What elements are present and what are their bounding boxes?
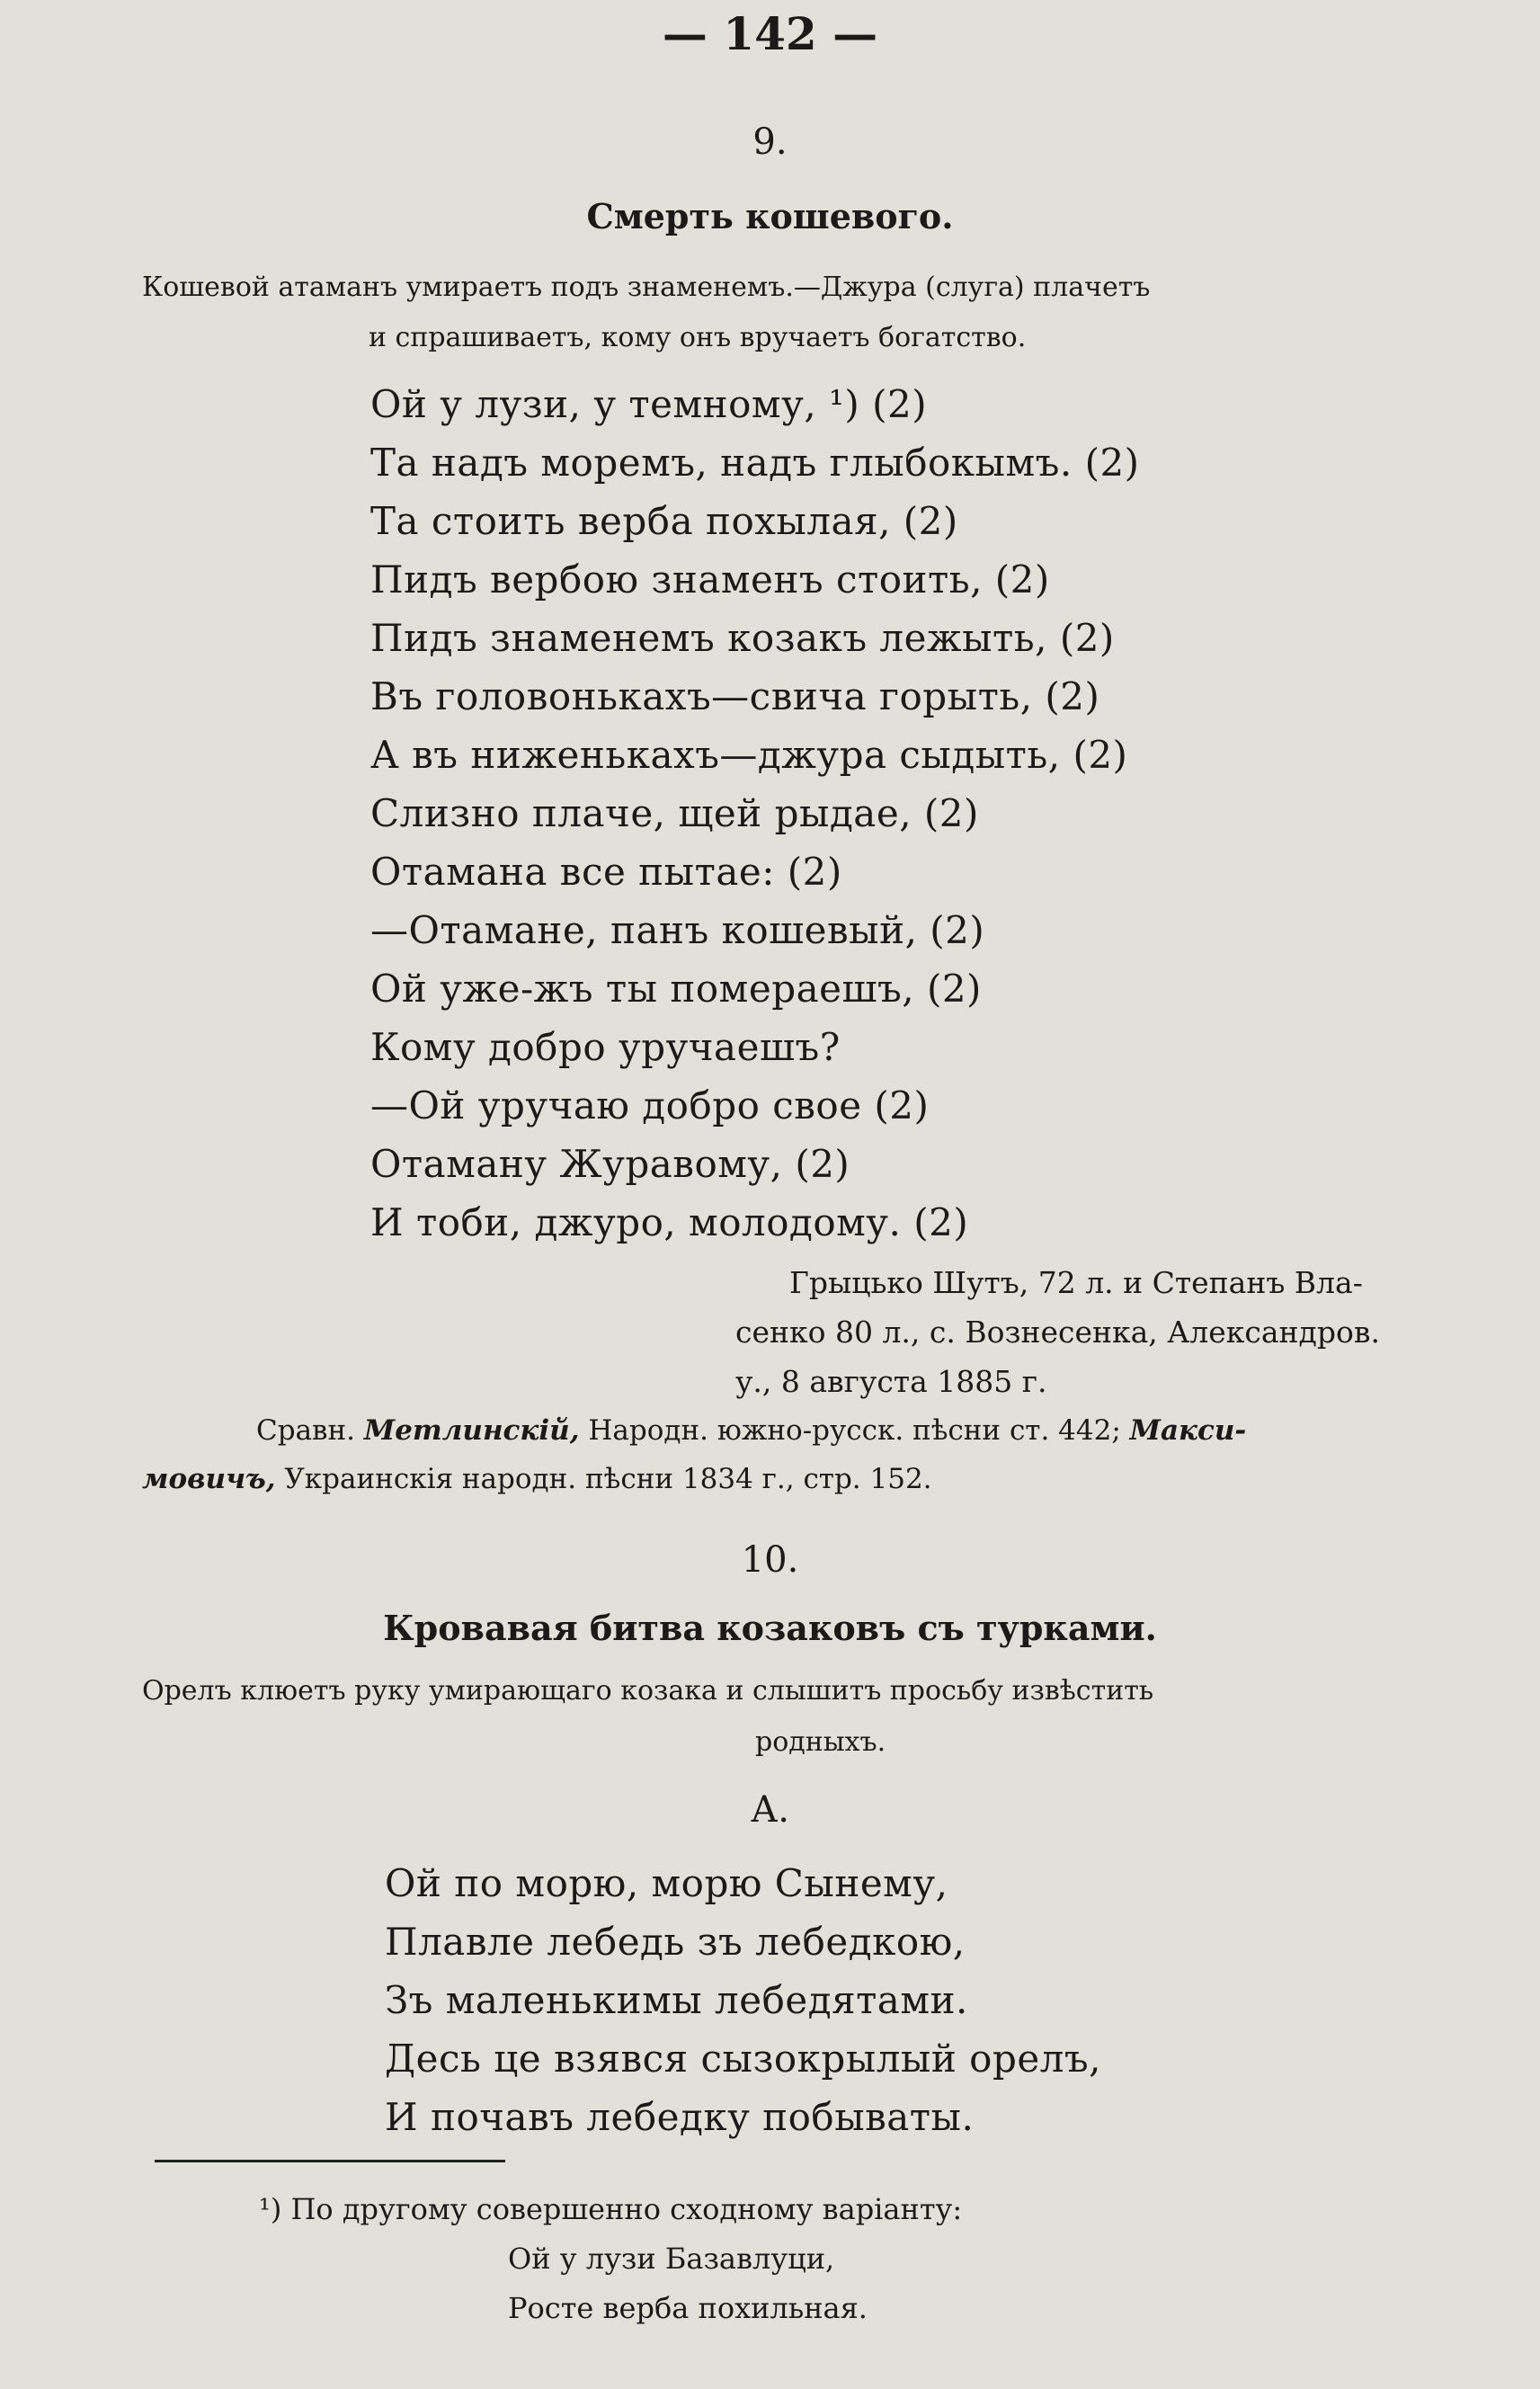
comparison-reference: Украинскія народн. пѣсни 1834 г., стр. 152. [284,1463,932,1495]
verse-line: Пидъ знаменемъ козакъ лежыть, (2) [370,616,1115,660]
footnote-line-1: ¹) По другому совершенно сходному варіанту: [259,2192,963,2226]
footnote-line-2: Ой у лузи Базавлуци, [508,2242,835,2276]
song-9-source-line-2: сенко 80 л., с. Вознесенка, Александров. [735,1315,1380,1350]
verse-line: Отаману Журавому, (2) [370,1142,850,1186]
song-10-variant-label: А. [750,1789,789,1831]
song-9-title: Смерть кошевого. [586,196,954,236]
comparison-author: мовичъ, [142,1463,276,1495]
verse-line: Кому добро уручаешъ? [370,1025,841,1069]
page-number: — 142 — [662,7,878,60]
verse-line: Плавле лебедь зъ лебедкою, [385,1920,966,1964]
comparison-prefix: Сравн. [256,1414,356,1447]
verse-line: И почавъ лебедку побываты. [385,2095,975,2139]
song-9-description-line-1: Кошевой атаманъ умираетъ подъ знаменемъ.—Джура (слуга) плачетъ [142,272,1151,303]
song-10-title: Кровавая битва козаковъ съ турками. [383,1608,1157,1648]
song-9-source-line-1: Грыцько Шутъ, 72 л. и Степанъ Вла- [789,1265,1363,1300]
song-9-number: 9. [752,121,788,163]
verse-line: Слизно плаче, щей рыдае, (2) [370,791,979,835]
comparison-author: Макси- [1129,1414,1247,1447]
comparison-reference: Народн. южно-русск. пѣсни ст. 442; [588,1414,1121,1447]
song-10-description-line-1: Орелъ клюетъ руку умирающаго козака и слышитъ просьбу извѣстить [142,1675,1154,1707]
song-9-comparison-line-1 [256,1414,1246,1447]
verse-line: Ой по морю, морю Сынему, [385,1861,948,1905]
song-10-number: 10. [741,1539,799,1581]
song-9-source-line-3: у., 8 августа 1885 г. [735,1364,1047,1399]
song-9-description-line-2: и спрашиваетъ, кому онъ вручаетъ богатство. [369,322,1027,353]
verse-line: Та стоить верба похылая, (2) [370,499,958,543]
verse-line: Въ головонькахъ—свича горыть, (2) [370,674,1100,718]
footnote-line-3: Росте верба похильная. [508,2291,868,2325]
song-10-description-line-2: родныхъ. [755,1726,886,1758]
footnote-divider [155,2160,505,2162]
verse-line: Отамана все пытае: (2) [370,850,842,894]
verse-line: Пидъ вербою знаменъ стоить, (2) [370,557,1050,602]
verse-line: Зъ маленькимы лебедятами. [385,1978,968,2022]
verse-line: Ой у лузи, у темному, ¹) (2) [370,382,928,426]
verse-line: —Отамане, панъ кошевый, (2) [370,908,985,952]
verse-line: Ой уже-жъ ты помераешъ, (2) [370,967,982,1011]
song-9-comparison-line-2 [142,1463,932,1495]
comparison-author: Метлинскій, [363,1414,580,1447]
verse-line: И тоби, джуро, молодому. (2) [370,1200,969,1244]
verse-line: Десь це взявся сызокрылый орелъ, [385,2037,1101,2081]
verse-line: А въ ниженькахъ—джура сыдыть, (2) [370,733,1128,777]
verse-line: —Ой уручаю добро свое (2) [370,1083,930,1128]
verse-line: Та надъ моремъ, надъ глыбокымъ. (2) [370,441,1140,485]
